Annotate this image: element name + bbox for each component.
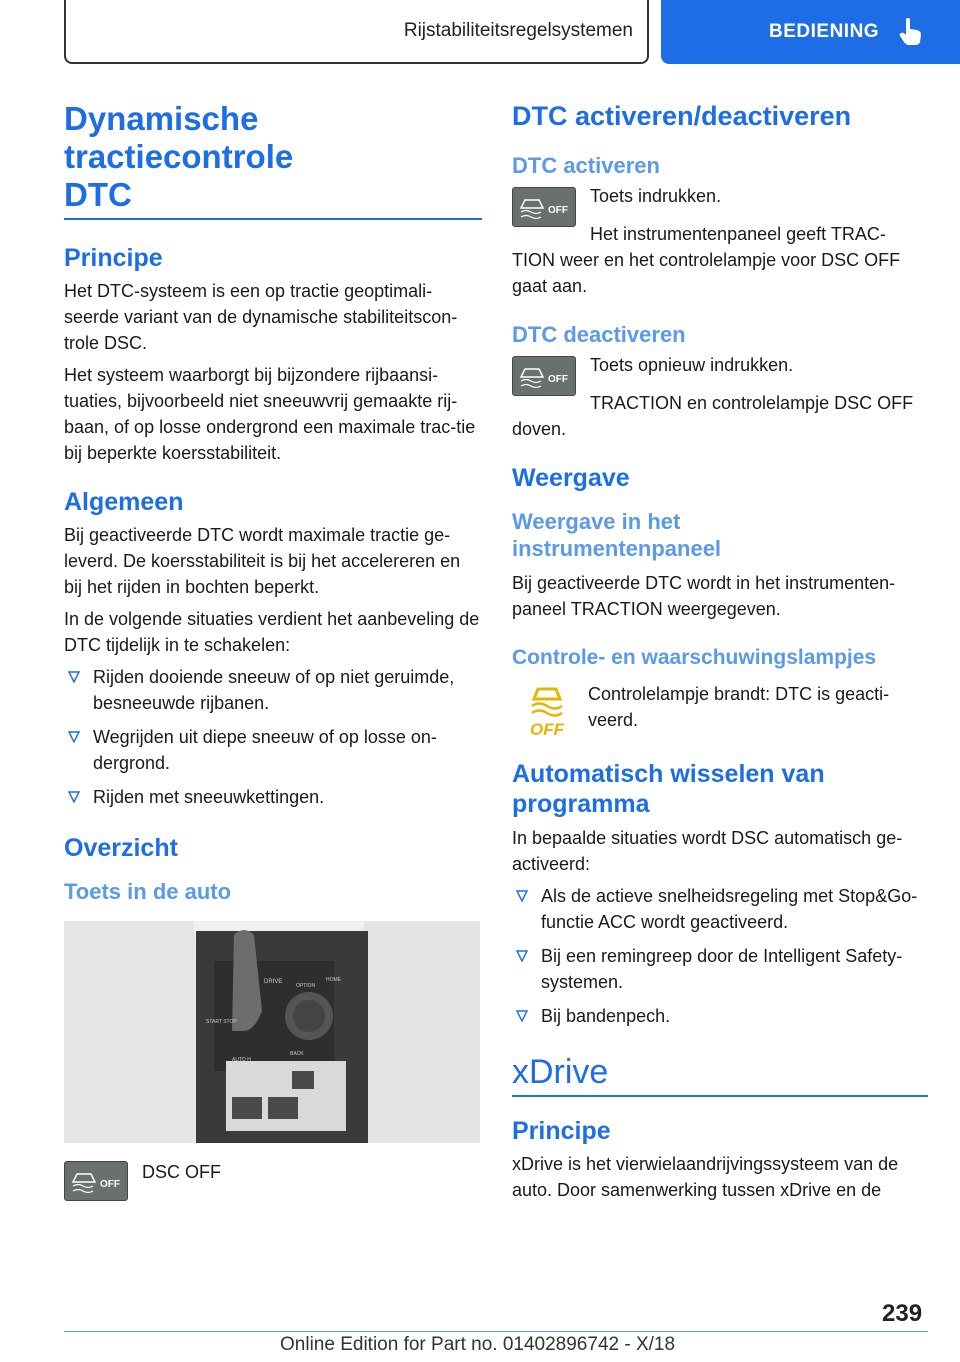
photo-label-option: OPTION [296,983,316,989]
heading-principe: Principe [64,244,163,272]
list-item: Rijden dooiende sneeuw of op niet geruimde, besneeuwde rijbanen. [64,664,482,716]
list-item: Als de actieve snelheidsregeling met Stop&Go-functie ACC wordt geactiveerd. [512,883,928,935]
photo-label-drive: DRIVE [264,979,283,985]
algemeen-list [64,664,482,810]
list-item: Bij bandenpech. [512,1003,928,1029]
dsc-off-caption: DSC OFF [142,1162,221,1182]
subheading-toets-in-de-auto: Toets in de auto [64,879,232,904]
triangle-bullet-icon [516,950,528,962]
dsc-off-caption-row [64,1161,482,1201]
heading-weergave: Weergave [512,464,630,492]
weergave-paragraph: Bij geactiveerde DTC wordt in het instrumenten-paneel TRACTION weergegeven. [512,573,896,619]
heading-dtc-activeren-deactiveren: DTC activeren/deactiveren [512,101,852,131]
header-chapter-tab [661,0,960,64]
button-off-text: OFF [548,205,568,216]
main-title-block [64,100,482,220]
heading-xdrive-principe: Principe [512,1117,611,1145]
subheading-weergave-in-het-instrumentenpaneel: Weergave in het instrumentenpaneel [512,509,722,561]
list-item: Wegrijden uit diepe sneeuw of op losse on-dergrond. [64,724,482,776]
photo-label-auto-h: AUTO H [232,1057,251,1063]
header-chapter-title: BEDIENING [769,21,880,42]
button-off-text: OFF [100,1179,120,1190]
principe-paragraph-1: Het DTC-systeem is een op tractie geoptimali-seerde variant van de dynamische stabiliteitscon-trole DSC. [64,281,458,353]
photo-label-back: BACK [290,1051,304,1057]
list-item: Rijden met sneeuwkettingen. [64,784,482,810]
auto-paragraph: In bepaalde situaties wordt DSC automatisch ge-activeerd: [512,828,903,874]
xdrive-paragraph: xDrive is het vierwielaandrijvingssysteem van de auto. Door samenwerking tussen xDrive en de [512,1154,899,1200]
right-column [512,100,928,1209]
activeren-paragraph: Het instrumentenpaneel geeft TRAC-TION weer en het controlelampje voor DSC OFF gaat aan. [512,224,901,296]
deactiveren-paragraph: TRACTION en controlelampje DSC OFF doven. [512,393,914,439]
algemeen-paragraph-2: In de volgende situaties verdient het aanbeveling de DTC tijdelijk in te schakelen: [64,609,480,655]
lampjes-paragraph: Controlelampje brandt: DTC is geacti-veerd. [588,684,890,730]
subheading-dtc-deactiveren: DTC deactiveren [512,322,686,347]
pointing-hand-icon [897,18,923,46]
list-item: Bij een remingreep door de Intelligent Safety-systemen. [512,943,928,995]
photo-label-start-stop: START STOP [206,1019,237,1025]
triangle-bullet-icon [68,791,80,803]
photo-label-home: HOME [326,977,341,983]
heading-algemeen: Algemeen [64,488,184,516]
dsc-off-button-icon [512,356,576,396]
activeren-step-1: Toets indrukken. [590,186,722,206]
xdrive-title-block [512,1053,928,1097]
heading-overzicht: Overzicht [64,834,178,862]
header-section-title: Rijstabiliteitsregelsystemen [403,20,633,41]
subheading-controle-en-waarschuwingslampjes: Controle- en waarschuwingslampjes [512,646,877,669]
main-title-line2: DTC [64,176,132,213]
footer-divider [64,1331,928,1332]
lampjes-row [512,679,928,739]
subheading-dtc-activeren: DTC activeren [512,153,660,178]
triangle-bullet-icon [516,890,528,902]
deactiveren-step-1: Toets opnieuw indrukken. [590,355,794,375]
dsc-off-button-icon [512,187,576,227]
main-title-line1: Dynamische tractiecontrole [64,100,294,175]
header-section-tab [64,0,649,64]
heading-automatisch-wisselen-line1: Automatisch wisselen van [512,760,825,788]
triangle-bullet-icon [68,671,80,683]
principe-paragraph-2: Het systeem waarborgt bij bijzondere rijbaansi-tuaties, bijvoorbeeld niet sneeuwvrij gemaakte rij-baan, of op losse ondergrond een maximale trac-tie bij beperkte koersstabiliteit. [64,365,476,463]
page-number: 239 [882,1300,923,1327]
lamp-off-text: OFF [530,720,564,739]
button-off-text: OFF [548,374,568,385]
xdrive-title: xDrive [512,1053,609,1091]
triangle-bullet-icon [68,731,80,743]
center-console-photo [64,921,480,1143]
triangle-bullet-icon [516,1010,528,1022]
footer-edition-text: Online Edition for Part no. 01402896742 - X/18 [280,1334,676,1355]
left-column [64,100,482,1205]
auto-list [512,883,928,1029]
dsc-off-button-icon [64,1161,128,1201]
algemeen-paragraph-1: Bij geactiveerde DTC wordt maximale tractie ge-leverd. De koersstabiliteit is bij het accelereren en bij het rijden in bochten beperkt. [64,525,461,597]
dsc-off-warning-lamp-icon [522,679,574,739]
heading-automatisch-wisselen-line2: programma [512,790,650,818]
